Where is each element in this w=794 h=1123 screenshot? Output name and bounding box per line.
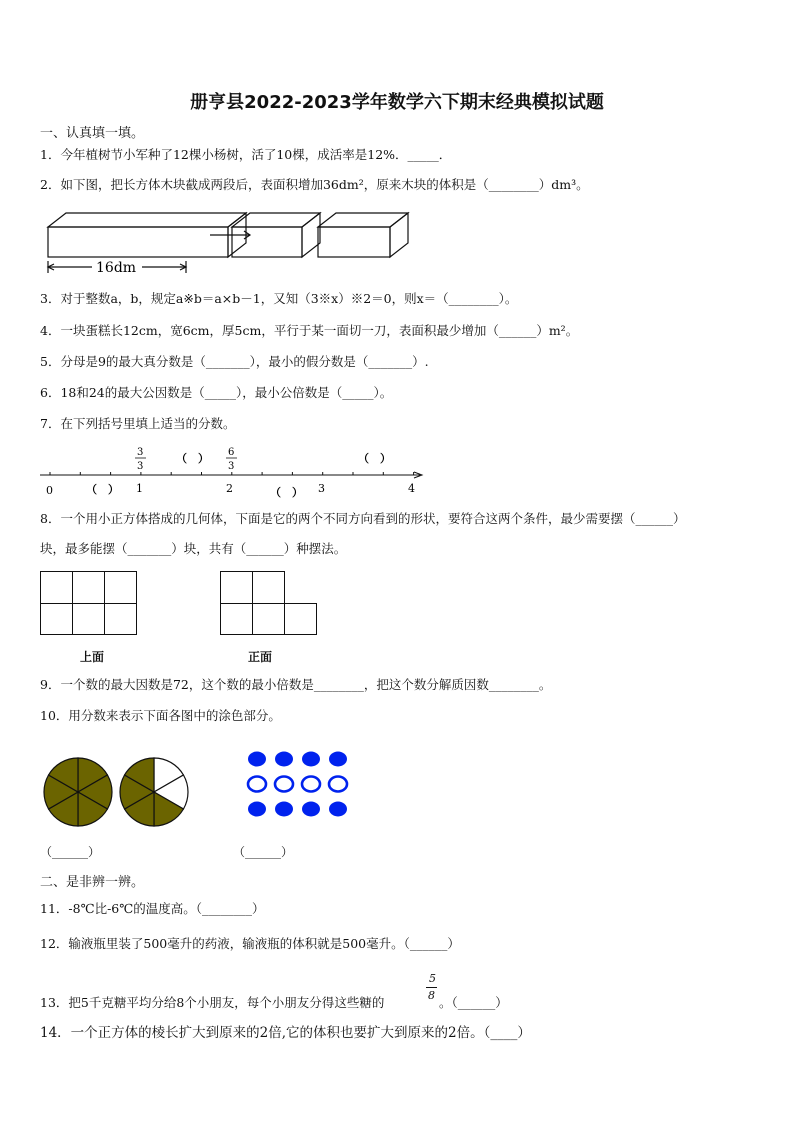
top-view-label: 上面 [80,650,105,664]
number-line [36,440,436,505]
question-11: 11．-8℃比-6℃的温度高。（________） [40,901,265,916]
filled-dot [248,802,266,817]
hollow-dot [329,777,347,792]
filled-dot [302,752,320,767]
blank-above-1[interactable]: （ ） [176,452,209,465]
blank-below-2[interactable]: （ ） [270,486,303,499]
section-1-heading: 一、认真填一填。 [40,126,145,141]
grid-cell [40,603,73,635]
tick-3: 3 [318,482,325,495]
cuboid-diagram [40,205,420,280]
question-9: 9．一个数的最大因数是72，这个数的最小倍数是________，把这个数分解质因数________。 [40,677,552,692]
pie-partly-shaded [120,758,188,826]
pie-fully-shaded [44,758,112,826]
fraction-bar [426,987,437,988]
frac-3-3-num: 3 [137,447,144,458]
tick-2: 2 [226,482,233,495]
page-title: 册亨县2022-2023学年数学六下期末经典模拟试题 [190,92,604,113]
tick-4: 4 [408,482,415,495]
question-13-blank: 。（______） [439,995,508,1010]
section-2-heading: 二、是非辨一辨。 [40,875,145,890]
tick-0: 0 [46,484,53,497]
length-label: 16dm [96,260,137,276]
front-view-label: 正面 [248,650,273,664]
question-6: 6．18和24的最大公因数是（_____），最小公倍数是（_____）。 [40,385,393,400]
question-5: 5．分母是9的最大真分数是（_______），最小的假分数是（_______）. [40,354,429,369]
question-2: 2．如下图，把长方体木块截成两段后，表面积增加36dm²，原来木块的体积是（________）dm³。 [40,177,589,192]
tick-1: 1 [136,482,143,495]
frac-3-3-den: 3 [137,461,144,472]
filled-dot [329,752,347,767]
question-3: 3．对于整数a，b，规定a※b＝a×b－1，又知（3※x）※2＝0，则x＝（________）。 [40,291,518,306]
question-13-text: 13．把5千克糖平均分给8个小朋友，每个小朋友分得这些糖的 [40,995,385,1010]
blank-below-1[interactable]: （ ） [86,483,119,496]
filled-dot [275,752,293,767]
filled-dot [275,802,293,817]
question-1: 1．今年植树节小军种了12棵小杨树，活了10棵，成活率是12%．_____． [40,147,452,162]
front-view-grid [220,571,318,635]
grid-cell [252,571,285,604]
question-8-line-2: 块，最多能摆（_______）块，共有（______）种摆法。 [40,541,347,556]
dot-array [240,748,360,824]
fraction-denominator: 8 [428,989,435,1002]
question-4: 4．一块蛋糕长12cm，宽6cm，厚5cm，平行于某一面切一刀，表面积最少增加（______）m²。 [40,323,579,338]
filled-dot [329,802,347,817]
question-8-line-1: 8．一个用小正方体搭成的几何体，下面是它的两个不同方向看到的形状，要符合这两个条件，最少需要摆（______） [40,511,686,526]
question-14: 14．一个正方体的棱长扩大到原来的2倍,它的体积也要扩大到原来的2倍。（____） [40,1025,531,1041]
grid-cell [252,603,285,635]
hollow-dot [275,777,293,792]
answer-blank-pies[interactable]: （______） [40,845,101,859]
blank-above-2[interactable]: （ ） [358,452,391,465]
frac-6-3-den: 3 [228,461,235,472]
hollow-dot [248,777,266,792]
frac-6-3-num: 6 [228,447,235,458]
grid-cell [72,603,105,635]
fraction-numerator: 5 [429,972,436,985]
filled-dot [248,752,266,767]
answer-blank-dots[interactable]: （______） [233,845,294,859]
hollow-dot [302,777,320,792]
grid-cell [284,603,317,635]
question-7: 7．在下列括号里填上适当的分数。 [40,416,236,431]
grid-cell [40,571,73,604]
top-view-grid [40,571,138,635]
question-12: 12．输液瓶里装了500毫升的药液，输液瓶的体积就是500毫升。（______） [40,936,460,951]
grid-cell [72,571,105,604]
filled-dot [302,802,320,817]
grid-cell [220,603,253,635]
question-10: 10．用分数来表示下面各图中的涂色部分。 [40,708,281,723]
grid-cell [104,603,137,635]
grid-cell [220,571,253,604]
pie-diagrams [40,750,200,835]
grid-cell [104,571,137,604]
